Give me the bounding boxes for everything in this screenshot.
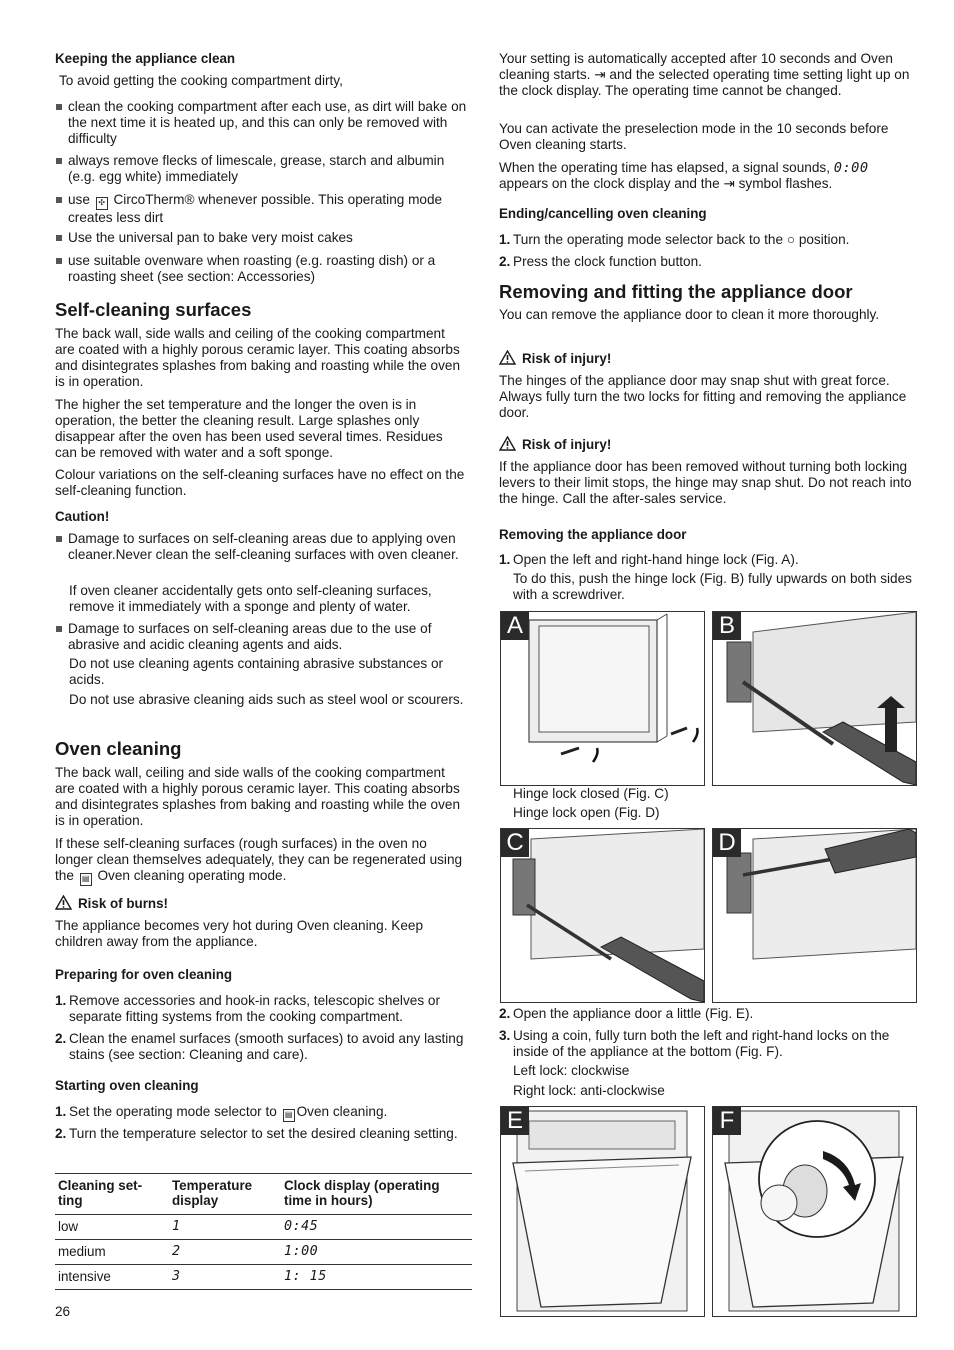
duration-arrow-icon: ⇥	[723, 176, 735, 191]
self-cleaning-paragraph: The back wall, side walls and ceiling of the cooking compartment are coated with a highly porous ceramic layer. This coating absorbs and disintegrates splashes from baking and roasting while the oven is in operation.	[55, 326, 461, 389]
list-item: 1. Remove accessories and hook-in racks, telescopic shelves or separate fitting systems from the cooking compartment.	[55, 993, 440, 1024]
hinge-open-caption: Hinge lock open (Fig. D)	[513, 805, 660, 820]
preselection-paragraph: You can activate the preselection mode in the 10 seconds before Oven cleaning starts.	[499, 121, 889, 152]
step-text: Open the appliance door a little (Fig. E).	[513, 1006, 754, 1021]
list-item: Damage to surfaces on self-cleaning areas due to applying oven cleaner.Never clean the self-cleaning surfaces with oven cleaner.	[55, 531, 469, 563]
coin-lock-illustration	[713, 1107, 916, 1316]
hinge-open-illustration	[713, 829, 916, 1002]
step-text: Set the operating mode selector to	[69, 1104, 277, 1119]
duration-arrow-icon: ⇥	[594, 67, 606, 82]
risk-of-burns-heading	[55, 895, 168, 912]
step-text: Press the clock function button.	[513, 254, 702, 269]
risk-of-burns-title: Risk of burns!	[78, 896, 169, 911]
circle-off-icon: ○	[786, 232, 796, 247]
figure-e	[500, 1106, 705, 1317]
starting-heading: Starting oven cleaning	[55, 1078, 199, 1093]
step-text: Turn the temperature selector to set the desired cleaning setting.	[69, 1126, 458, 1141]
list-item: 2. Open the appliance door a little (Fig. E).	[499, 1006, 754, 1021]
preparing-heading: Preparing for oven cleaning	[55, 967, 233, 982]
paragraph-text: appears on the clock display and the	[499, 176, 720, 191]
risk-of-injury-text: If the appliance door has been removed without turning both locking levers to their limit stops, the hinge may snap shut. Do not reach into the hinge. Call the after-sales service.	[499, 459, 912, 506]
list-item	[55, 192, 469, 226]
table-cell: medium	[55, 1240, 169, 1265]
door-heading: Removing and fitting the appliance door	[499, 281, 853, 302]
warning-triangle-icon	[499, 350, 516, 365]
figure-letter: F	[713, 1107, 741, 1135]
list-item: use suitable ovenware when roasting (e.g. roasting dish) or a roasting sheet (see section: Accessories)	[55, 253, 469, 285]
temperature-display: 1	[169, 1215, 281, 1240]
risk-of-injury-text: The hinges of the appliance door may snap shut with great force. Always fully turn the two locks for fitting and removing the appliance door.	[499, 373, 907, 420]
keeping-clean-heading: Keeping the appliance clean	[55, 51, 236, 66]
removing-door-heading: Removing the appliance door	[499, 527, 687, 542]
table-row	[55, 1215, 472, 1240]
page-number: 26	[55, 1304, 71, 1319]
paragraph-text: symbol flashes.	[738, 176, 833, 191]
figure-letter: D	[713, 829, 741, 857]
left-lock-text: Left lock: clockwise	[513, 1063, 630, 1078]
oven-cleaning-paragraph	[55, 836, 467, 886]
circotherm-text: CircoTherm® whenever possible. This operating mode creates less dirt	[68, 192, 443, 225]
list-item: always remove flecks of limescale, grease, starch and albumin (e.g. egg white) immediately	[55, 153, 469, 185]
clock-display: 0:45	[281, 1215, 472, 1240]
list-item: 1. Open the left and right-hand hinge lock (Fig. A).	[499, 552, 799, 567]
risk-of-injury-heading	[499, 436, 611, 453]
table-header: Clock display (operating time in hours)	[281, 1174, 472, 1215]
paragraph-text: Your setting is automatically accepted after 10 seconds and Oven cleaning starts.	[499, 51, 893, 82]
table-cell: intensive	[55, 1265, 169, 1290]
risk-of-injury-title: Risk of injury!	[522, 351, 612, 366]
list-item: Damage to surfaces on self-cleaning areas due to the use of abrasive and acidic cleaning agents and aids.	[55, 621, 469, 653]
keeping-clean-intro: To avoid getting the cooking compartment dirty,	[59, 73, 343, 88]
self-cleaning-heading: Self-cleaning surfaces	[55, 299, 252, 320]
warning-triangle-icon	[499, 436, 516, 451]
oven-cleaning-icon: ▤	[283, 1109, 295, 1122]
warning-triangle-icon	[55, 895, 72, 910]
screwdriver-hinge-illustration	[713, 612, 916, 785]
elapsed-paragraph	[499, 160, 915, 192]
oven-cleaning-text: If these self-cleaning surfaces (rough surfaces) in the oven no longer clean themselves adequately, they can be regenerated using the	[55, 836, 463, 883]
clock-display: 1:00	[281, 1240, 472, 1265]
oven-cleaning-text: Oven cleaning operating mode.	[97, 868, 287, 883]
table-cell: low	[55, 1215, 169, 1240]
figure-d	[712, 828, 917, 1003]
list-item: 2. Turn the temperature selector to set the desired cleaning setting.	[55, 1126, 458, 1141]
oven-door-opened-illustration	[501, 1107, 704, 1316]
paragraph-text: and the selected operating time setting light up on the clock display. The operating time cannot be changed.	[499, 67, 910, 98]
list-item: 1. Turn the operating mode selector back to the ○ position.	[499, 232, 850, 247]
clock-display: 0:00	[833, 160, 869, 176]
cleaning-settings-table	[55, 1173, 472, 1290]
risk-of-injury-title: Risk of injury!	[522, 437, 612, 452]
oven-cleaning-paragraph: The back wall, ceiling and side walls of the cooking compartment are coated with a highly porous ceramic layer. This coating absorbs and disintegrates splashes from baking and roasting while the oven is in operation.	[55, 765, 461, 828]
table-row	[55, 1265, 472, 1290]
figure-letter: B	[713, 612, 741, 640]
list-item: 1. Set the operating mode selector to ▤ Oven cleaning.	[55, 1104, 469, 1122]
use-word: use	[68, 192, 90, 207]
table-header: Temperature display	[169, 1174, 281, 1215]
step-text: Turn the operating mode selector back to the	[513, 232, 784, 247]
oven-cleaning-icon: ▤	[80, 873, 92, 886]
caution-subtext: Do not use abrasive cleaning aids such as steel wool or scourers.	[69, 692, 464, 707]
self-cleaning-paragraph: The higher the set temperature and the longer the oven is in operation, the better the cleaning result. Large splashes only disappear after the oven has been used several times. Residues can be removed with water and a soft sponge.	[55, 397, 443, 460]
table-row	[55, 1240, 472, 1265]
step-text: position.	[798, 232, 850, 247]
right-lock-text: Right lock: anti-clockwise	[513, 1083, 665, 1098]
list-item: Use the universal pan to bake very moist cakes	[55, 230, 469, 246]
hinge-closed-caption: Hinge lock closed (Fig. C)	[513, 786, 669, 801]
step-text: Oven cleaning.	[296, 1104, 388, 1119]
auto-accept-paragraph	[499, 51, 915, 99]
figure-letter: A	[501, 612, 529, 640]
risk-of-injury-heading	[499, 350, 611, 367]
caution-heading: Caution!	[55, 509, 110, 524]
figure-c	[500, 828, 705, 1003]
list-item: 3. Using a coin, fully turn both the left and right-hand locks on the inside of the appliance at the bottom (Fig. F).	[499, 1028, 890, 1059]
figure-b	[712, 611, 917, 786]
caution-subtext: Do not use cleaning agents containing abrasive substances or acids.	[69, 656, 444, 687]
door-intro: You can remove the appliance door to clean it more thoroughly.	[499, 307, 880, 322]
self-cleaning-paragraph: Colour variations on the self-cleaning surfaces have no effect on the self-cleaning function.	[55, 467, 465, 498]
step-text: Using a coin, fully turn both the left and right-hand locks on the inside of the appliance at the bottom (Fig. F).	[513, 1028, 890, 1059]
hinge-closed-illustration	[501, 829, 704, 1002]
list-item: clean the cooking compartment after each use, as dirt will bake on the next time it is heated up, and this can only be removed with difficulty	[55, 99, 469, 147]
temperature-display: 2	[169, 1240, 281, 1265]
step-text: Remove accessories and hook-in racks, telescopic shelves or separate fitting systems from the cooking compartment.	[69, 993, 440, 1024]
figure-a	[500, 611, 705, 786]
paragraph-text: When the operating time has elapsed, a signal sounds,	[499, 160, 830, 175]
ending-heading: Ending/cancelling oven cleaning	[499, 206, 707, 221]
fan-icon: ✣	[96, 197, 108, 210]
temperature-display: 3	[169, 1265, 281, 1290]
clock-display: 1: 15	[281, 1265, 472, 1290]
caution-subtext: If oven cleaner accidentally gets onto self-cleaning surfaces, remove it immediately with a sponge and plenty of water.	[69, 583, 432, 614]
list-item: 2. Press the clock function button.	[499, 254, 702, 269]
table-header-row	[55, 1174, 472, 1215]
figure-f	[712, 1106, 917, 1317]
figure-letter: E	[501, 1107, 529, 1135]
list-item: 2. Clean the enamel surfaces (smooth surfaces) to avoid any lasting stains (see section: Cleaning and care).	[55, 1031, 464, 1062]
step-subtext: To do this, push the hinge lock (Fig. B) fully upwards on both sides with a screwdriver.	[513, 571, 912, 602]
oven-door-closed-illustration	[501, 612, 704, 785]
table-header: Cleaning set-ting	[55, 1174, 169, 1215]
risk-of-burns-text: The appliance becomes very hot during Oven cleaning. Keep children away from the appliance.	[55, 918, 424, 949]
oven-cleaning-heading: Oven cleaning	[55, 738, 182, 759]
step-text: Open the left and right-hand hinge lock (Fig. A).	[513, 552, 799, 567]
step-text: Clean the enamel surfaces (smooth surfaces) to avoid any lasting stains (see section: Cleaning and care).	[69, 1031, 464, 1062]
figure-letter: C	[501, 829, 529, 857]
